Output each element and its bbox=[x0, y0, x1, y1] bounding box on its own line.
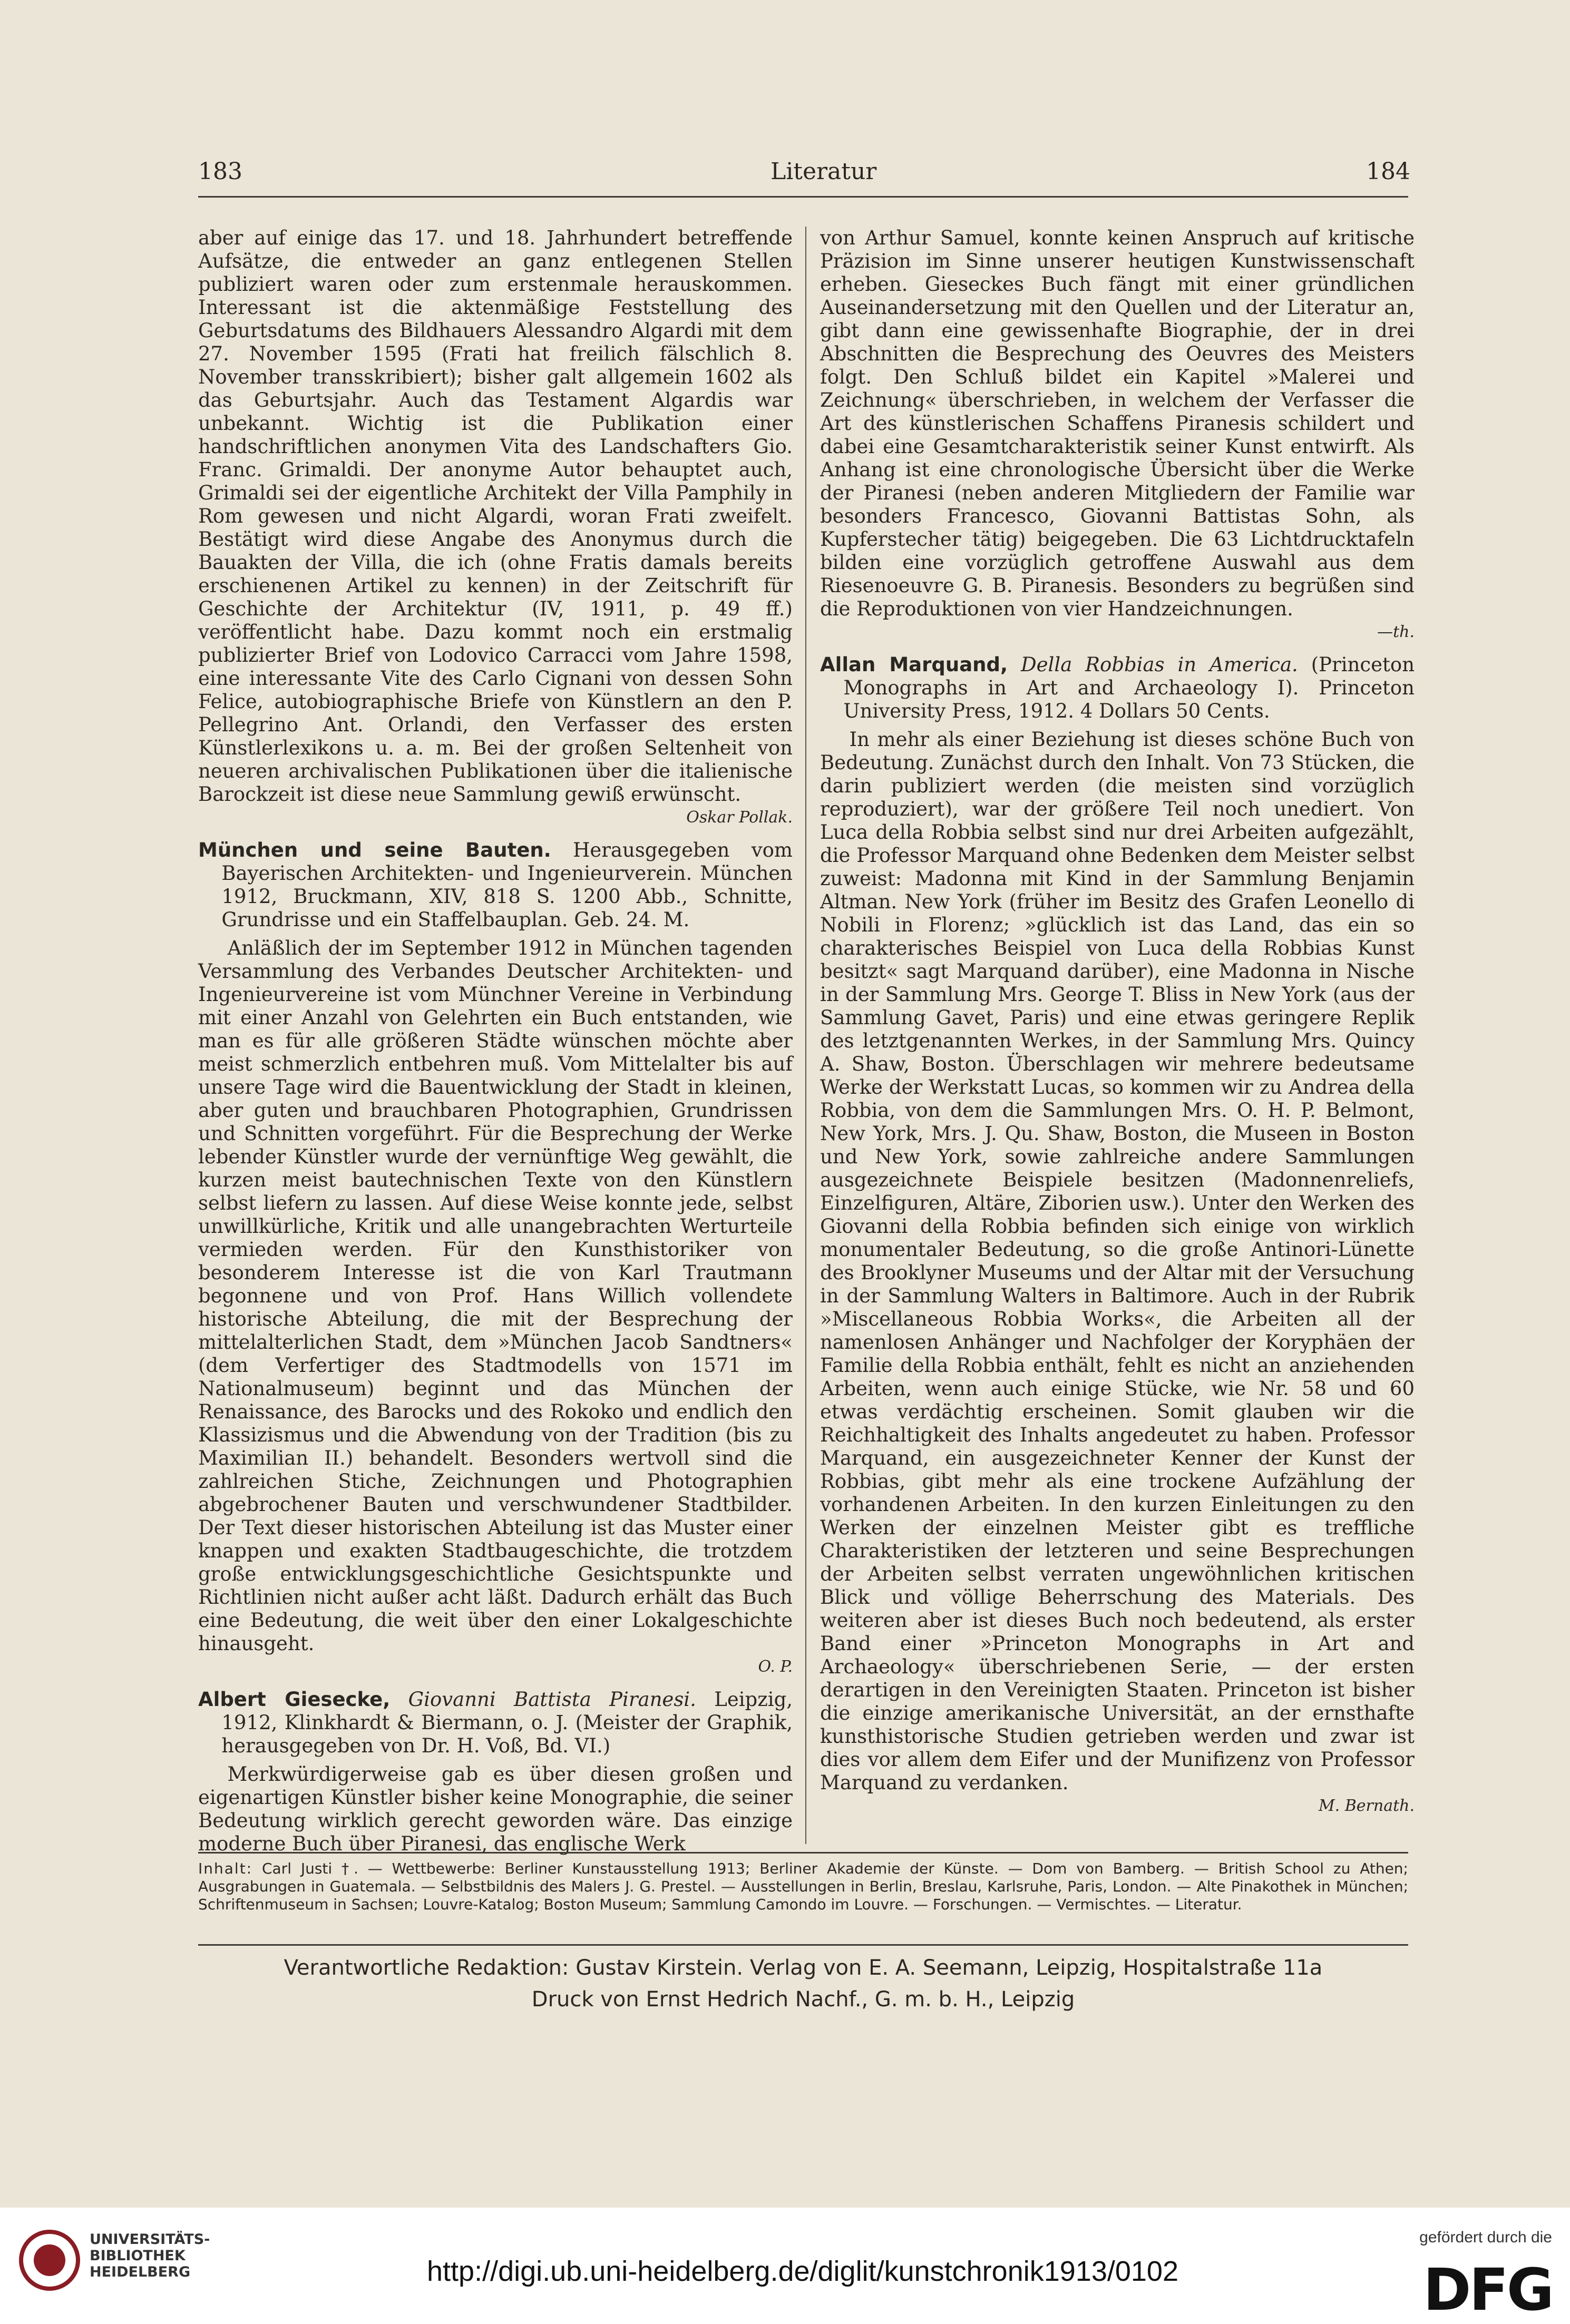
left-column bbox=[198, 227, 793, 1856]
running-title: Literatur bbox=[771, 158, 877, 185]
imprint-editorial: Verantwortliche Redaktion: Gustav Kirstein. Verlag von E. A. Seemann, Leipzig, Hospitalstraße 11a bbox=[284, 1956, 1323, 1980]
funding-label: gefördert durch die bbox=[1419, 2229, 1552, 2246]
permalink-url[interactable]: http://digi.ub.uni-heidelberg.de/diglit/kunstchronik1913/0102 bbox=[427, 2256, 1178, 2287]
signature: —th. bbox=[1377, 623, 1415, 641]
column-divider bbox=[805, 227, 806, 1844]
library-logo-text bbox=[90, 2231, 210, 2280]
signature: M. Bernath. bbox=[1318, 1797, 1415, 1815]
entry-title: Giovanni Battista Piranesi. bbox=[408, 1688, 696, 1711]
signature: Oskar Pollak. bbox=[686, 808, 793, 827]
dfg-logo: DFG bbox=[1423, 2256, 1552, 2323]
imprint-rule bbox=[198, 1944, 1408, 1946]
entry-author: Allan Marquand, bbox=[820, 653, 1008, 676]
right-column bbox=[820, 227, 1415, 1818]
bibliographic-entry bbox=[198, 839, 793, 931]
paragraph: In mehr als einer Beziehung ist dieses schöne Buch von Bedeutung. Zunächst durch den Inhalt. Von 73 Stücken, die darin publiziert werden (die meisten sind vorzüglich reproduziert), war der größere Teil noch unediert. Von Luca della Robbia selbst sind nur drei Arbeiten aufgezählt, die Professor Marquand ohne Bedenken dem Meister selbst zuweist: Madonna mit Kind in der Sammlung Benjamin Altman. New York (früher im Besitz des Grafen Leonello di Nobili in Florenz; »glücklich ist das Land, das ein so charakterisches Beispiel von Luca della Robbias Kunst besitzt« sagt Marquand darüber), eine Madonna in Nische in der Sammlung Mrs. George T. Bliss in New York (aus der Sammlung Gavet, Paris) und eine etwas geringere Replik des letztgenannten Werkes, in der Sammlung Mrs. Quincy A. Shaw, Boston. Überschlagen wir mehrere bedeutsame Werke der Werkstatt Lucas, so kommen wir zu Andrea della Robbia, von dem die Sammlungen Mrs. O. H. P. Belmont, New York, Mrs. J. Qu. Shaw, Boston, die Museen in Boston und New York, sowie zahlreiche andere Sammlungen ausgezeichnete Beispiele besitzen (Madonnenreliefs, Einzelfiguren, Altäre, Ziborien usw.). Unter den Werken des Giovanni della Robbia befinden sich einige von wirklich monumentaler Bedeutung, so die große Antinori-Lünette des Brooklyner Museums und der Altar mit der Versuchung in der Sammlung Walters in Baltimore. Auch in der Rubrik »Miscellaneous Robbia Works«, die Arbeiten all der namenlosen Anhänger und Nachfolger der Koryphäen der Familie della Robbia enthält, fehlt es nicht an anziehenden Arbeiten, wenn auch einige Stücke, wie Nr. 58 und 60 etwas verdächtig erscheinen. Somit glauben wir die Reichhaltigkeit des Inhalts angedeutet zu haben. Professor Marquand, ein ausgezeichneter Kenner der Kunst der Robbias, gibt mehr als eine trockene Aufzählung der vorhandenen Arbeiten. In den kurzen Einleitungen zu den Werken der einzelnen Meister gibt es treffliche Charakteristiken der letzteren und seine Besprechungen der Arbeiten selbst verraten ungewöhnlichen kritischen Blick und völlige Beherrschung des Materials. Des weiteren aber ist dieses Buch noch bedeutend, als erster Band einer »Princeton Monographs in Art and Archaeology« überschriebenen Serie, — der ersten derartigen in den Vereinigten Staaten. Princeton ist bisher die einzige amerikanische Universität, an der ernsthafte kunsthistorische Studien getrieben werden und zwar ist dies vor allem dem Eifer und der Munifizenz von Professor Marquand zu verdanken. bbox=[820, 728, 1415, 1794]
entry-author: München und seine Bauten. bbox=[198, 839, 551, 861]
page-number-left: 183 bbox=[198, 158, 242, 185]
contents-text: Carl Justi †. — Wettbewerbe: Berliner Kunstausstellung 1913; Berliner Akademie der Künste. — Dom von Bamberg. — British School zu Athen; Ausgrabungen in Guatemala. — Selbstbildnis des Malers J. G. Prestel. — Ausstellungen in Berlin, Breslau, Karlsruhe, Paris, London. — Alte Pinakothek in München; Schriftenmuseum in Sachsen; Louvre-Katalog; Boston Museum; Sammlung Camondo im Louvre. — Forschungen. — Vermischtes. — Literatur. bbox=[198, 1860, 1408, 1913]
paragraph: aber auf einige das 17. und 18. Jahrhundert betreffende Aufsätze, die entweder an ganz entlegenen Stellen publiziert waren oder zum erstenmale herauskommen. Interessant ist die aktenmäßige Feststellung des Geburtsdatums des Bildhauers Alessandro Algardi mit dem 27. November 1595 (Frati hat freilich fälschlich 8. November transskribiert); bisher galt allgemein 1602 als das Geburtsjahr. Auch das Testament Algardis war unbekannt. Wichtig ist die Publikation einer handschriftlichen anonymen Vita des Landschafters Gio. Franc. Grimaldi. Der anonyme Autor behauptet auch, Grimaldi sei der eigentliche Architekt der Villa Pamphily in Rom gewesen und nicht Algardi, woran Frati zweifelt. Bestätigt wird diese Angabe des Anonymus durch die Bauakten der Villa, die ich (ohne Fratis damals bereits erschienenen Artikel zu kennen) in der Zeitschrift für Geschichte der Architektur (IV, 1911, p. 49 ff.) veröffentlicht habe. Dazu kommt noch ein erstmalig publizierter Brief von Lodovico Carracci vom Jahre 1598, eine interessante Vite des Carlo Cignani von dessen Sohn Felice, autobiographische Briefe von Künstlern an den P. Pellegrino Ant. Orlandi, den Verfasser des ersten Künstlerlexikons u. a. m. Bei der großen Seltenheit von neueren archivalischen Publikationen über die italienische Barockzeit ist diese neue Sammlung gewiß erwünscht. bbox=[198, 227, 793, 806]
paragraph: Anläßlich der im September 1912 in München tagenden Versammlung des Verbandes Deutscher Architekten- und Ingenieurvereine ist vom Münchner Vereine in Verbindung mit einer Anzahl von Gelehrten ein Buch entstanden, wie man es für alle größeren Städte wünschen möchte aber meist schmerzlich entbehren muß. Vom Mittelalter bis auf unsere Tage wird die Bauentwicklung der Stadt in kleinen, aber guten und brauchbaren Photographien, Grundrissen und Schnitten vorgeführt. Für die Besprechung der Werke lebender Künstler wurde der vernünftige Weg gewählt, die kurzen meist bautechnischen Texte von den Künstlern selbst liefern zu lassen. Auf diese Weise konnte jede, selbst unwillkürliche, Kritik und alle unangebrachten Werturteile vermieden werden. Für den Kunsthistoriker von besonderem Interesse ist die von Karl Trautmann begonnene und von Prof. Hans Willich vollendete historische Abteilung, die mit der Besprechung der mittelalterlichen Stadt, dem »München Jacob Sandtners« (dem Verfertiger des Stadtmodells von 1571 im Nationalmuseum) beginnt und das München der Renaissance, des Barocks und des Rokoko und endlich den Klassizismus und die Abwendung von der Tradition (bis zu Maximilian II.) behandelt. Besonders wertvoll sind die zahlreichen Stiche, Zeichnungen und Photographien abgebrochener Bauten und verschwundener Stadtbilder. Der Text dieser historischen Abteilung ist das Muster einer knappen und exakten Stadtbaugeschichte, die trotzdem große entwicklungsgeschichtliche Gesichtspunkte und Richtlinien nicht außer acht läßt. Dadurch erhält das Buch eine Bedeutung, die weit über den einer Lokalgeschichte hinausgeht. bbox=[198, 937, 793, 1655]
entry-details: Leipzig, 1912, Klinkhardt & Biermann, o. J. (Meister der Graphik, herausgegeben von Dr. H. Voß, Bd. VI.) bbox=[221, 1688, 793, 1757]
table-of-contents bbox=[198, 1860, 1408, 1914]
entry-details: Herausgegeben vom Bayerischen Architekten- und Ingenieurverein. München 1912, Bruckmann, XIV, 818 S. 1200 Abb., Schnitte, Grundrisse und ein Staffelbauplan. Geb. 24. M. bbox=[221, 839, 793, 931]
header-rule bbox=[198, 196, 1408, 198]
logo-line: UNIVERSITÄTS- bbox=[90, 2231, 210, 2248]
paragraph: Merkwürdigerweise gab es über diesen großen und eigenartigen Künstler bisher keine Monographie, die seiner Bedeutung wirklich gerecht geworden wäre. Das einzige moderne Buch über Piranesi, das englische Werk bbox=[198, 1763, 793, 1855]
entry-author: Albert Giesecke, bbox=[198, 1688, 391, 1711]
page-number-right: 184 bbox=[1366, 158, 1410, 185]
contents-label: Inhalt: bbox=[198, 1860, 253, 1877]
bibliographic-entry bbox=[820, 653, 1415, 723]
signature: O. P. bbox=[758, 1658, 793, 1676]
logo-line: BIBLIOTHEK bbox=[90, 2248, 186, 2264]
logo-line: HEIDELBERG bbox=[90, 2264, 191, 2280]
contents-rule bbox=[198, 1852, 1408, 1854]
viewer-footer bbox=[0, 2208, 1570, 2324]
university-seal-icon bbox=[18, 2229, 81, 2292]
entry-title: Della Robbias in America. bbox=[1020, 653, 1298, 676]
paragraph: von Arthur Samuel, konnte keinen Anspruch auf kritische Präzision im Sinne unserer heutigen Kunstwissenschaft erheben. Gieseckes Buch fängt mit einer gründlichen Auseinandersetzung mit den Quellen und der Literatur an, gibt dann eine gewissenhafte Biographie, der in drei Abschnitten die Besprechung des Oeuvres des Meisters folgt. Den Schluß bildet ein Kapitel »Malerei und Zeichnung« überschrieben, in welchem der Verfasser die Art des künstlerischen Schaffens Piranesis schildert und dabei eine Gesamtcharakteristik seiner Kunst entwirft. Als Anhang ist eine chronologische Übersicht über die Werke der Piranesi (neben anderen Mitgliedern der Familie war besonders Francesco, Giovanni Battistas Sohn, als Kupferstecher tätig) beigegeben. Die 63 Lichtdrucktafeln bilden eine vorzüglich getroffene Auswahl aus dem Riesenoeuvre G. B. Piranesis. Besonders zu begrüßen sind die Reproduktionen von vier Handzeichnungen. bbox=[820, 227, 1415, 620]
bibliographic-entry bbox=[198, 1688, 793, 1758]
imprint-printer: Druck von Ernst Hedrich Nachf., G. m. b. H., Leipzig bbox=[531, 1987, 1075, 2012]
entry-details: (Princeton Monographs in Art and Archaeology I). Princeton University Press, 1912. 4 Dollars 50 Cents. bbox=[843, 653, 1415, 722]
